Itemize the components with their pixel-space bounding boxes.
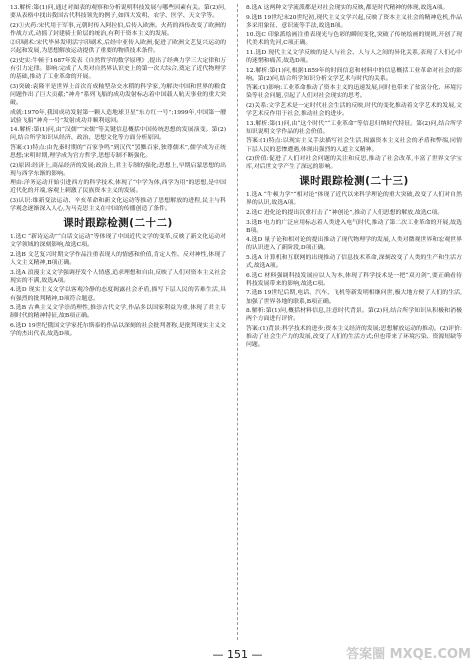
section-header: 课时跟踪检测(二十三) [299,175,409,188]
answer-entry: 答案:(1)特点:以现实主义手法描写社会生活,揭露资本主义社会的矛盾和弊端,同情下层人民的悲惨遭遇,体现出强烈的人道主义精神。 [246,138,462,153]
answer-entry: 7.选B 19世纪后期,电话、汽车、飞机等新发明相继问世,极大地方便了人们的生活,加强了世界各地的联系,B项正确。 [246,290,462,305]
answer-entry: (2)价值:促进了人们对社会问题的关注和反思,推动了社会改革,丰富了世界文学宝库,对后世文学产生了深远的影响。 [246,156,462,171]
answer-entry: (2)关系:文学艺术是一定时代社会生活的反映,时代的变化推动着文学艺术的发展,文学艺术反作用于社会,推动社会的进步。 [246,103,462,118]
answer-entry: 11.选D 现代主义文学反映的是人与社会、人与人之间的异化关系,表现了人们心中的迷惘和痛苦,故选D项。 [246,49,462,65]
answer-entry: 4.选D 现实主义文学以客观冷静的态度揭露社会矛盾,描写下层人民的苦难生活,具有强烈的批判精神,D项符合题意。 [10,287,226,302]
answer-entry: (3)突破:袁隆平是世界上首次育成籼型杂交水稻的科学家,为解决中国和世界的粮食问题作出了巨大贡献;“神舟”系列飞船的成功发射标志着中国载人航天事业的重大突破。 [10,83,226,107]
answer-entry: 1.选C “新诗运动”“白话文运动”等体现了中国近代文学的变革,反映了新文化运动对文学领域的深刻影响,故选C项。 [10,234,226,249]
column-divider [237,4,238,640]
answer-entry: 10.选C 印象派绘画注重表现光与色彩的瞬间变化,突破了传统绘画的规则,开创了现代美术的先河,C项正确。 [246,32,462,47]
answer-entry: (2)原因:经济上,商品经济的发展;政治上,君主专制的强化;思想上,早期启蒙思想的出现与西学东渐的影响。 [10,162,226,177]
answer-entry: 答案:(1)背景:科学技术的进步;资本主义经济的发展;思想解放运动的推动。(2)评价:推动了社会生产力的发展,改变了人们的生活方式;但也带来了环境污染、资源短缺等问题。 [246,325,462,348]
answer-entry: 12.解析:第(1)问,根据1859年的时间信息和材料中的信息概括工业革命对社会的影响。第(2)问,结合所学知识分析文学艺术与时代的关系。 [246,67,462,82]
answer-entry: (3)认识:维新变法运动、辛亥革命和新文化运动等推动了思想解放的进程,民主与科学观念逐渐深入人心,为马克思主义在中国的传播创造了条件。 [10,198,226,213]
answer-entry: 6.选D 19世纪俄国文学家托尔斯泰的作品以深刻的社会批判著称,是批判现实主义文学的杰出代表,故选D项。 [10,322,226,337]
answer-entry: 答案:(1)影响:工业革命推动了资本主义的迅速发展,同时也带来了贫富分化、环境污染等社会问题,引起了人们对社会现实的思考。 [246,85,462,100]
answer-entry: 13.解析:第(1)问,通过对图表的观察和分析说明科技发展与哪些因素有关。第(2)问,要从表格中找出我国古代科技领先的例子,如四大发明、农学、医学、天文学等。 [10,5,226,20]
answer-entry: 1.选A “牛顿力学”“相对论”体现了近代以来科学理论的重大突破,改变了人们对自然界的认识,故选A项。 [246,192,462,207]
answer-entry: 3.选A 浪漫主义文学强调抒发个人情感,追求理想和自由,反映了人们对资本主义社会现实的不满,故选A项。 [10,269,226,284]
answer-entry: 3.选B 电力的广泛应用标志着人类进入电气时代,推动了第二次工业革命的开展,故选B项。 [246,219,462,234]
answer-entry: ②印刷术:宋代毕昇发明活字印刷术,后经中亚传入欧洲,促进了欧洲文艺复兴运动的兴起和发展,为思想解放运动提供了重要的物质技术条件。 [10,40,226,55]
answer-entry: (2)史实:牛顿于1687年发表《自然哲学的数学原理》,提出了经典力学三大定律和万有引力定律。影响:完成了人类对自然界认识史上的第一次大综合,奠定了近代物理学的基础,推动了工业革命的开展。 [10,58,226,81]
answer-entry: 5.选A 计算机和互联网的出现推动了信息技术革命,深刻改变了人类的生产和生活方式,故选A项。 [246,255,462,270]
answer-entry: 2.选C 进化论的提出沉重打击了“神创论”,推动了人们思想的解放,故选C项。 [246,210,444,217]
right-column [246,4,462,351]
answer-entry: 理由:洋务运动开始引进西方的科学技术,体现了“中学为体,西学为用”的思想,是中国近代化的开端,客观上刺激了民族资本主义的发展。 [10,180,226,195]
left-column [10,4,226,339]
answer-entry: 9.选B 19世纪末20世纪初,现代主义文学兴起,反映了资本主义社会的精神危机,作品多采用象征、意识流等手法,故选B项。 [246,14,462,29]
answer-entry: 4.选D 量子论和相对论的提出推动了现代物理学的发展,人类对微观世界和宏观世界的认识进入了新阶段,D项正确。 [246,237,462,252]
answer-entry: 14.解析:第(1)问,由“汉儒”“宋儒”等关键信息概括中国传统思想的发展演变。第(2)问,结合所学知识从经济、政治、思想文化等方面分析原因。 [10,127,226,142]
answer-entry: 成就:1970年,我国成功发射第一颗人造地球卫星“东方红一号”;1999年,中国第一艘试验飞船“神舟一号”发射成功并顺利返回。 [10,109,226,124]
page-number: — 151 — [212,648,263,661]
answer-entry: 2.选B 文艺复兴时期文学作品注重表现人的情感和价值,肯定人性、反对神性,体现了人文主义精神,B项正确。 [10,252,226,267]
answer-entry: 6.选C 材料强调科技发展应以人为本,体现了科学技术是一把“双刃剑”,要正确看待科技发展带来的影响,故选C项。 [246,272,462,287]
answer-entry: 5.选B 古典主义文学崇尚理性,推崇古代文学,作品多以国家利益为重,体现了君主专制时代的精神特征,故B项正确。 [10,305,226,320]
answer-entry: 8.选A 这两种文学流派都是对社会现实的反映,都是时代精神的体现,故选A项。 [246,5,449,11]
answer-entry: (2)①火药:宋代用于军事,元朝时传入阿拉伯,后传入欧洲。火药的西传改变了欧洲的作战方式,动摇了封建骑士阶层的统治,有利于资本主义的发展。 [10,22,226,37]
page [10,4,466,640]
answer-entry: 答案:(1)特点:由先秦时期的“百家争鸣”到汉代“罢黜百家,独尊儒术”,儒学成为正统思想;宋明时期,理学成为官方哲学,思想专制不断强化。 [10,145,226,160]
answer-entry: 13.解析:第(1)问,由“这个时代”“工业革命”等信息归纳时代特征。第(2)问,结合所学知识说明文学作品的社会价值。 [246,120,462,135]
section-header: 课时跟踪检测(二十二) [63,217,173,230]
watermark: 答案圈 MXQE.COM [346,647,471,662]
answer-entry: 8.解析:第(1)问,概括材料信息,注意时代背景。第(2)问,结合所学知识从积极和消极两个方面进行评价。 [246,308,462,323]
